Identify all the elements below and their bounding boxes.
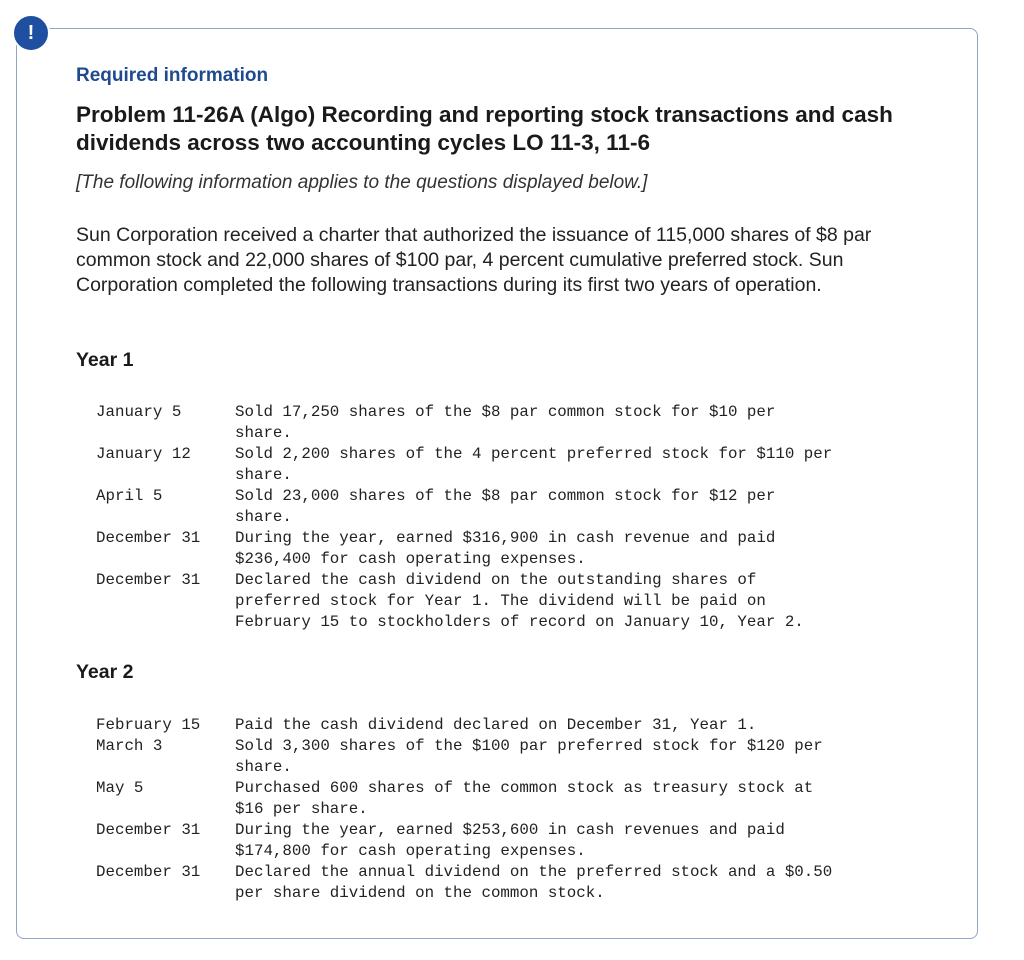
transaction-date: December 31 <box>96 571 201 589</box>
transaction-line: share. <box>235 424 292 442</box>
transaction-description <box>235 486 925 528</box>
year-2-transactions-table <box>96 715 925 904</box>
table-row <box>96 486 925 528</box>
table-row <box>96 736 925 778</box>
transaction-date: February 15 <box>96 716 201 734</box>
transaction-date: March 3 <box>96 737 163 755</box>
transaction-description <box>235 402 925 444</box>
transaction-line: share. <box>235 508 292 526</box>
transaction-description <box>235 820 925 862</box>
alert-icon: ! <box>12 14 50 52</box>
table-row <box>96 778 925 820</box>
transaction-date: January 12 <box>96 445 191 463</box>
transaction-description <box>235 736 925 778</box>
table-row <box>96 528 925 570</box>
table-row <box>96 820 925 862</box>
transaction-date: January 5 <box>96 403 182 421</box>
transaction-line: Sold 3,300 shares of the $100 par preferred stock for $120 per <box>235 737 823 755</box>
transaction-line: $174,800 for cash operating expenses. <box>235 842 586 860</box>
transaction-line: February 15 to stockholders of record on January 10, Year 2. <box>235 613 804 631</box>
transaction-line: $16 per share. <box>235 800 368 818</box>
transaction-line: Declared the cash dividend on the outstanding shares of <box>235 571 757 589</box>
table-row <box>96 402 925 444</box>
required-information-label: Required information <box>76 65 269 86</box>
transaction-line: per share dividend on the common stock. <box>235 884 605 902</box>
transaction-description <box>235 715 925 736</box>
question-card <box>16 28 978 939</box>
intro-paragraph: Sun Corporation received a charter that authorized the issuance of 115,000 shares of $8 par common stock and 22,000 shares of $100 par, 4 percent cumulative preferred stock. Sun Corporation completed the following transactions during its first two years of operation. <box>76 224 872 296</box>
transaction-description <box>235 570 925 633</box>
transaction-line: Paid the cash dividend declared on December 31, Year 1. <box>235 716 757 734</box>
transaction-date: May 5 <box>96 779 144 797</box>
transaction-line: Sold 17,250 shares of the $8 par common stock for $10 per <box>235 403 776 421</box>
transaction-line: Purchased 600 shares of the common stock as treasury stock at <box>235 779 814 797</box>
transaction-line: During the year, earned $253,600 in cash revenues and paid <box>235 821 785 839</box>
table-row <box>96 444 925 486</box>
transaction-line: $236,400 for cash operating expenses. <box>235 550 586 568</box>
transaction-description <box>235 444 925 486</box>
table-row <box>96 570 925 633</box>
year-1-transactions-table <box>96 402 925 633</box>
table-row <box>96 862 925 904</box>
year-1-heading: Year 1 <box>76 349 134 371</box>
transaction-date: December 31 <box>96 863 201 881</box>
transaction-line: share. <box>235 758 292 776</box>
transaction-line: share. <box>235 466 292 484</box>
transaction-line: Sold 23,000 shares of the $8 par common stock for $12 per <box>235 487 776 505</box>
transaction-description <box>235 528 925 570</box>
problem-title: Problem 11-26A (Algo) Recording and reporting stock transactions and cash dividends across two accounting cycles LO 11-3, 11-6 <box>76 102 893 155</box>
transaction-date: December 31 <box>96 821 201 839</box>
transaction-date: December 31 <box>96 529 201 547</box>
transaction-line: preferred stock for Year 1. The dividend will be paid on <box>235 592 766 610</box>
transaction-line: Declared the annual dividend on the preferred stock and a $0.50 <box>235 863 833 881</box>
transaction-description <box>235 778 925 820</box>
year-2-heading: Year 2 <box>76 661 134 683</box>
transaction-line: Sold 2,200 shares of the 4 percent preferred stock for $110 per <box>235 445 833 463</box>
transaction-description <box>235 862 925 904</box>
transaction-line: During the year, earned $316,900 in cash revenue and paid <box>235 529 776 547</box>
instructions-note: [The following information applies to the questions displayed below.] <box>76 172 648 193</box>
table-row <box>96 715 925 736</box>
transaction-date: April 5 <box>96 487 163 505</box>
